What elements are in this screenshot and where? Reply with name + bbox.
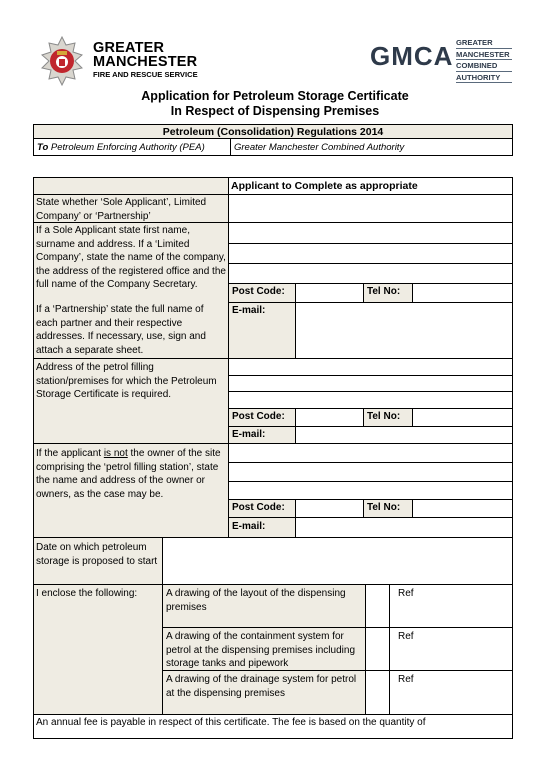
gmca-line: AUTHORITY [456,72,501,82]
page-title [0,89,550,119]
title-line: In Respect of Dispensing Premises [170,104,380,118]
divider [456,59,512,60]
fee-notice: An annual fee is payable in respect of this certificate. The fee is based on the quantity of [36,717,426,728]
q-enclose: I enclose the following: [36,588,138,599]
q-sole-applicant: If a Sole Applicant state first name, surname and address. If a ‘Limited Company’, state the name of the company, the address of the registered office and the full name of the Company Secretary. [36,225,226,291]
email-field[interactable] [296,303,512,358]
postcode-label: Post Code: [232,502,285,513]
divider [456,71,512,72]
telno-field[interactable] [413,500,512,517]
gmfrs-subtitle: FIRE AND RESCUE SERVICE [93,70,198,79]
divider [363,283,364,302]
telno-label: Tel No: [367,286,401,297]
q-applicant-status: State whether ‘Sole Applicant’, Limited Company’ or ‘Partnership’ [36,197,207,222]
q-premises-address: Address of the petrol filling station/premises for which the Petroleum Storage Certificate is required. [36,362,217,401]
start-date-field[interactable] [163,538,512,584]
enclosure-layout: A drawing of the layout of the dispensing premises [166,588,346,613]
postcode-label: Post Code: [232,286,285,297]
telno-field[interactable] [413,284,512,302]
email-label: E-mail: [232,305,266,316]
ref-label: Ref [398,631,414,642]
telno-field[interactable] [413,409,512,426]
title-line: Application for Petroleum Storage Certificate [141,89,409,103]
q-owner [36,447,226,501]
divider [456,48,512,49]
divider [363,499,364,517]
postcode-field[interactable] [296,500,362,517]
regulations-table [33,124,513,156]
fire-service-crest-icon [38,35,86,87]
q-owner-post: the owner of the site comprising the ‘petrol filling station’, state the name and address of the owner or owners, as the case may be. [36,448,221,500]
q-start-date: Date on which petroleum storage is proposed to start [36,542,158,567]
divider [363,408,364,426]
gmfrs-name: GREATER MANCHESTER [93,40,198,70]
gmca-acronym: GMCA [370,41,454,71]
enclosure-drainage: A drawing of the drainage system for petrol at the dispensing premises [166,674,357,699]
enclosure-checkbox[interactable] [366,628,389,670]
divider [34,584,512,585]
gmfrs-logo [38,37,208,85]
email-field[interactable] [296,427,512,443]
q-partnership: If a ‘Partnership’ state the full name of each partner and their respective addresses. If necessary, use, sign and attach a separate sheet. [36,304,206,356]
enclose-label-cell [34,584,162,714]
applicant-status-field[interactable] [229,195,512,222]
enclosure-checkbox[interactable] [366,671,389,714]
gmca-line: COMBINED [456,61,498,70]
gmca-logo [370,37,520,89]
ref-label: Ref [398,674,414,685]
divider [230,139,231,155]
applicant-header: Applicant to Complete as appropriate [231,180,418,192]
email-label: E-mail: [232,429,266,440]
gmca-line: GREATER [456,38,493,47]
to-label: To [37,142,49,153]
postcode-label: Post Code: [232,411,285,422]
divider [34,714,512,715]
divider [389,584,390,714]
email-field[interactable] [296,518,512,537]
email-label: E-mail: [232,521,266,532]
to-authority-label [37,140,227,155]
regulations-header: Petroleum (Consolidation) Regulations 2014 [34,125,512,139]
telno-label: Tel No: [367,411,401,422]
telno-label: Tel No: [367,502,401,513]
postcode-field[interactable] [296,284,362,302]
q-owner-pre: If the applicant [36,448,104,459]
postcode-field[interactable] [296,409,362,426]
divider [456,82,512,83]
to-text: Petroleum Enforcing Authority (PEA) [50,142,205,153]
divider [162,627,512,628]
enclosure-containment: A drawing of the containment system for petrol at the dispensing premises including storage tanks and pipework [166,631,355,670]
enclosure-checkbox[interactable] [366,585,389,627]
ref-label: Ref [398,588,414,599]
premises-address-field[interactable] [229,359,512,408]
authority-name: Greater Manchester Combined Authority [234,142,405,153]
q-owner-emphasis: is not [103,448,128,459]
owner-details-field[interactable] [229,444,512,499]
gmca-fullname [456,37,510,83]
applicant-details-field[interactable] [229,223,512,283]
gmca-line: MANCHESTER [456,49,510,59]
